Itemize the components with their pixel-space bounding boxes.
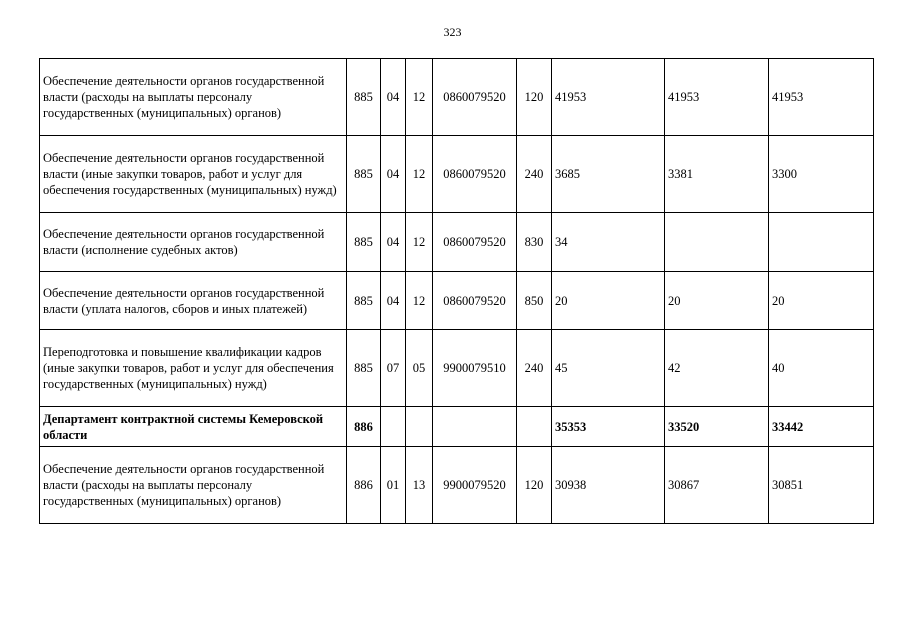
expense-type-cell (517, 407, 552, 447)
expense-type-cell: 120 (517, 59, 552, 136)
amount-year-3-cell (769, 213, 874, 272)
amount-year-3-cell: 40 (769, 330, 874, 407)
subsection-code-cell: 05 (406, 330, 433, 407)
amount-year-1-cell: 20 (552, 272, 665, 330)
section-code-cell: 04 (381, 272, 406, 330)
ministry-code-cell: 885 (347, 136, 381, 213)
section-code-cell: 04 (381, 213, 406, 272)
subsection-code-cell: 12 (406, 213, 433, 272)
row-name-cell: Обеспечение деятельности органов государственной власти (расходы на выплаты персоналу государственных (муниципальных) органов) (40, 59, 347, 136)
subsection-code-cell: 12 (406, 272, 433, 330)
target-article-cell: 9900079510 (433, 330, 517, 407)
amount-year-2-cell: 41953 (665, 59, 769, 136)
ministry-code-cell: 885 (347, 213, 381, 272)
section-code-cell: 01 (381, 447, 406, 524)
ministry-code-cell: 885 (347, 59, 381, 136)
amount-year-1-cell: 45 (552, 330, 665, 407)
table-row (40, 407, 874, 447)
expense-type-cell: 240 (517, 330, 552, 407)
amount-year-3-cell: 20 (769, 272, 874, 330)
section-code-cell: 04 (381, 59, 406, 136)
amount-year-2-cell: 3381 (665, 136, 769, 213)
target-article-cell: 9900079520 (433, 447, 517, 524)
amount-year-1-cell: 34 (552, 213, 665, 272)
ministry-code-cell: 886 (347, 447, 381, 524)
table-row (40, 136, 874, 213)
amount-year-2-cell: 20 (665, 272, 769, 330)
subsection-code-cell: 12 (406, 136, 433, 213)
amount-year-1-cell: 35353 (552, 407, 665, 447)
table-row (40, 59, 874, 136)
table-row (40, 330, 874, 407)
expense-type-cell: 240 (517, 136, 552, 213)
row-name-cell: Обеспечение деятельности органов государственной власти (исполнение судебных актов) (40, 213, 347, 272)
ministry-code-cell: 885 (347, 330, 381, 407)
target-article-cell: 0860079520 (433, 59, 517, 136)
amount-year-3-cell: 3300 (769, 136, 874, 213)
target-article-cell: 0860079520 (433, 272, 517, 330)
amount-year-3-cell: 30851 (769, 447, 874, 524)
amount-year-3-cell: 33442 (769, 407, 874, 447)
table-row (40, 447, 874, 524)
target-article-cell: 0860079520 (433, 136, 517, 213)
expense-type-cell: 850 (517, 272, 552, 330)
ministry-code-cell: 886 (347, 407, 381, 447)
subsection-code-cell: 12 (406, 59, 433, 136)
ministry-code-cell: 885 (347, 272, 381, 330)
expense-type-cell: 120 (517, 447, 552, 524)
subsection-code-cell (406, 407, 433, 447)
amount-year-2-cell: 30867 (665, 447, 769, 524)
section-code-cell: 04 (381, 136, 406, 213)
section-code-cell: 07 (381, 330, 406, 407)
target-article-cell (433, 407, 517, 447)
target-article-cell: 0860079520 (433, 213, 517, 272)
section-code-cell (381, 407, 406, 447)
row-name-cell: Переподготовка и повышение квалификации кадров (иные закупки товаров, работ и услуг для обеспечения государственных (муниципальных) нужд) (40, 330, 347, 407)
amount-year-1-cell: 3685 (552, 136, 665, 213)
table-row (40, 213, 874, 272)
budget-table (39, 58, 874, 524)
row-name-cell: Департамент контрактной системы Кемеровской области (40, 407, 347, 447)
subsection-code-cell: 13 (406, 447, 433, 524)
row-name-cell: Обеспечение деятельности органов государственной власти (иные закупки товаров, работ и услуг для обеспечения государственных (муниципальных) нужд) (40, 136, 347, 213)
amount-year-2-cell: 42 (665, 330, 769, 407)
amount-year-1-cell: 30938 (552, 447, 665, 524)
amount-year-1-cell: 41953 (552, 59, 665, 136)
amount-year-3-cell: 41953 (769, 59, 874, 136)
expense-type-cell: 830 (517, 213, 552, 272)
table-row (40, 272, 874, 330)
row-name-cell: Обеспечение деятельности органов государственной власти (уплата налогов, сборов и иных платежей) (40, 272, 347, 330)
amount-year-2-cell: 33520 (665, 407, 769, 447)
row-name-cell: Обеспечение деятельности органов государственной власти (расходы на выплаты персоналу государственных (муниципальных) органов) (40, 447, 347, 524)
page-number: 323 (443, 25, 462, 39)
amount-year-2-cell (665, 213, 769, 272)
